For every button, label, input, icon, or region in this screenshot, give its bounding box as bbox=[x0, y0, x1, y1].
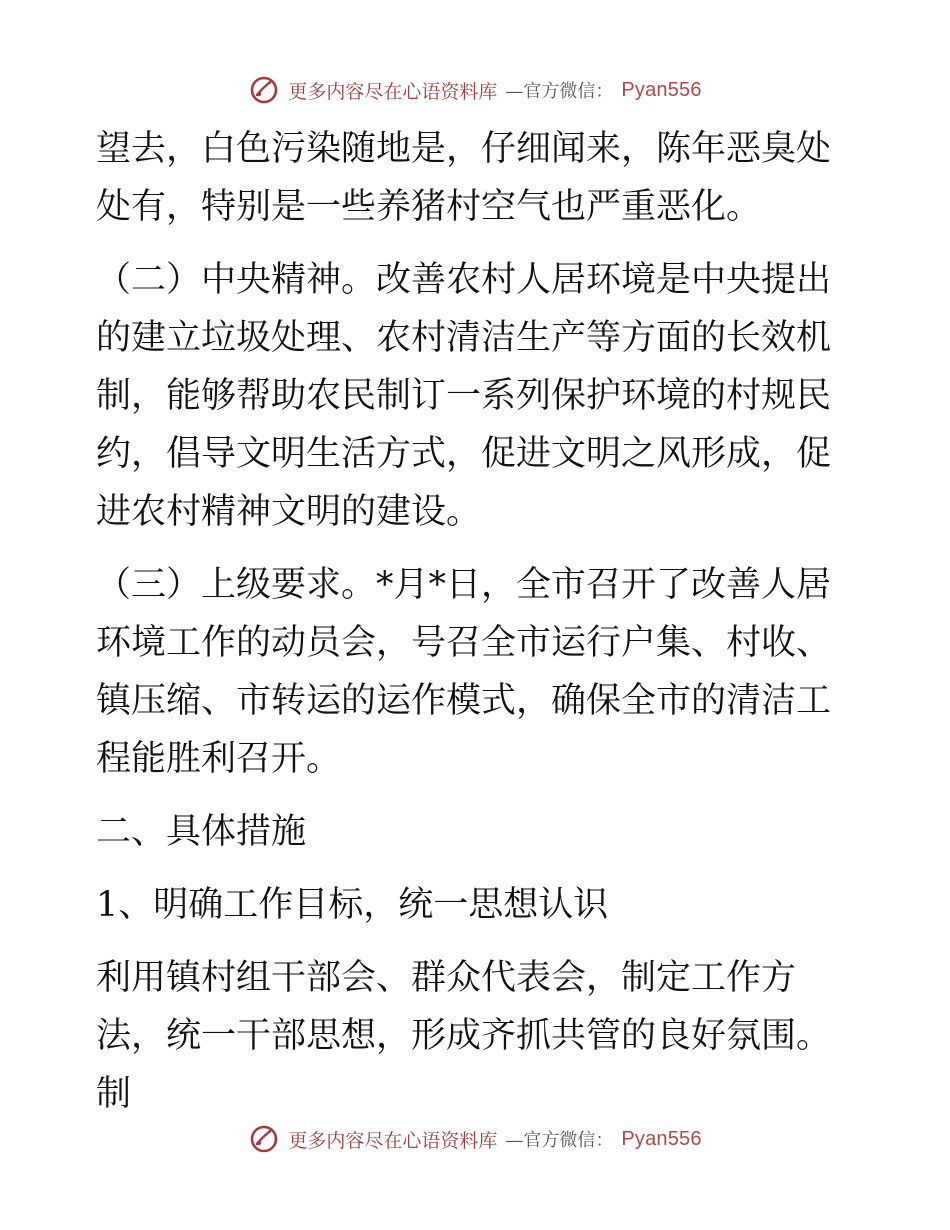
watermark-separator: —官方微信： bbox=[505, 1130, 614, 1151]
watermark-brand: 更多内容尽在心语资料库 bbox=[288, 1129, 498, 1152]
section-heading: 二、具体措施 bbox=[96, 812, 307, 852]
paragraph-higher-requirements: （三）上级要求。*月*日，全市召开了改善人居环境工作的动员会，号召全市运行户集、村收、镇压缩、市转运的运作模式，确保全市的清洁工程能胜利召开。 bbox=[96, 565, 832, 779]
watermark-separator: —官方微信： bbox=[505, 81, 614, 102]
paragraph-gap bbox=[96, 236, 854, 251]
subsection-heading: 1、明确工作目标，统一思想认识 bbox=[96, 885, 609, 925]
pen-logo-icon bbox=[248, 1123, 280, 1155]
footer-watermark bbox=[0, 1119, 950, 1159]
paragraph-methods: 利用镇村组干部会、群众代表会，制定工作方法，统一干部思想，形成齐抓共管的良好氛围。制 bbox=[96, 958, 832, 1114]
paragraph-gap bbox=[96, 934, 854, 949]
document-body bbox=[96, 120, 854, 1123]
paragraph-gap bbox=[96, 788, 854, 803]
watermark-account: Pyan556 bbox=[621, 78, 702, 101]
header-watermark bbox=[0, 70, 950, 110]
paragraph-central-spirit: （二）中央精神。改善农村人居环境是中央提出的建立垃圾处理、农村清洁生产等方面的长效机制，能够帮助农民制订一系列保护环境的村规民约，倡导文明生活方式，促进文明之风形成，促进农村精神文明的建设。 bbox=[96, 260, 832, 532]
watermark-account: Pyan556 bbox=[621, 1127, 702, 1150]
paragraph-intro: 望去，白色污染随地是，仔细闻来，陈年恶臭处处有，特别是一些养猪村空气也严重恶化。 bbox=[96, 129, 832, 227]
paragraph-gap bbox=[96, 861, 854, 876]
watermark-brand: 更多内容尽在心语资料库 bbox=[288, 80, 498, 103]
pen-logo-icon bbox=[248, 74, 280, 106]
paragraph-gap bbox=[96, 541, 854, 556]
